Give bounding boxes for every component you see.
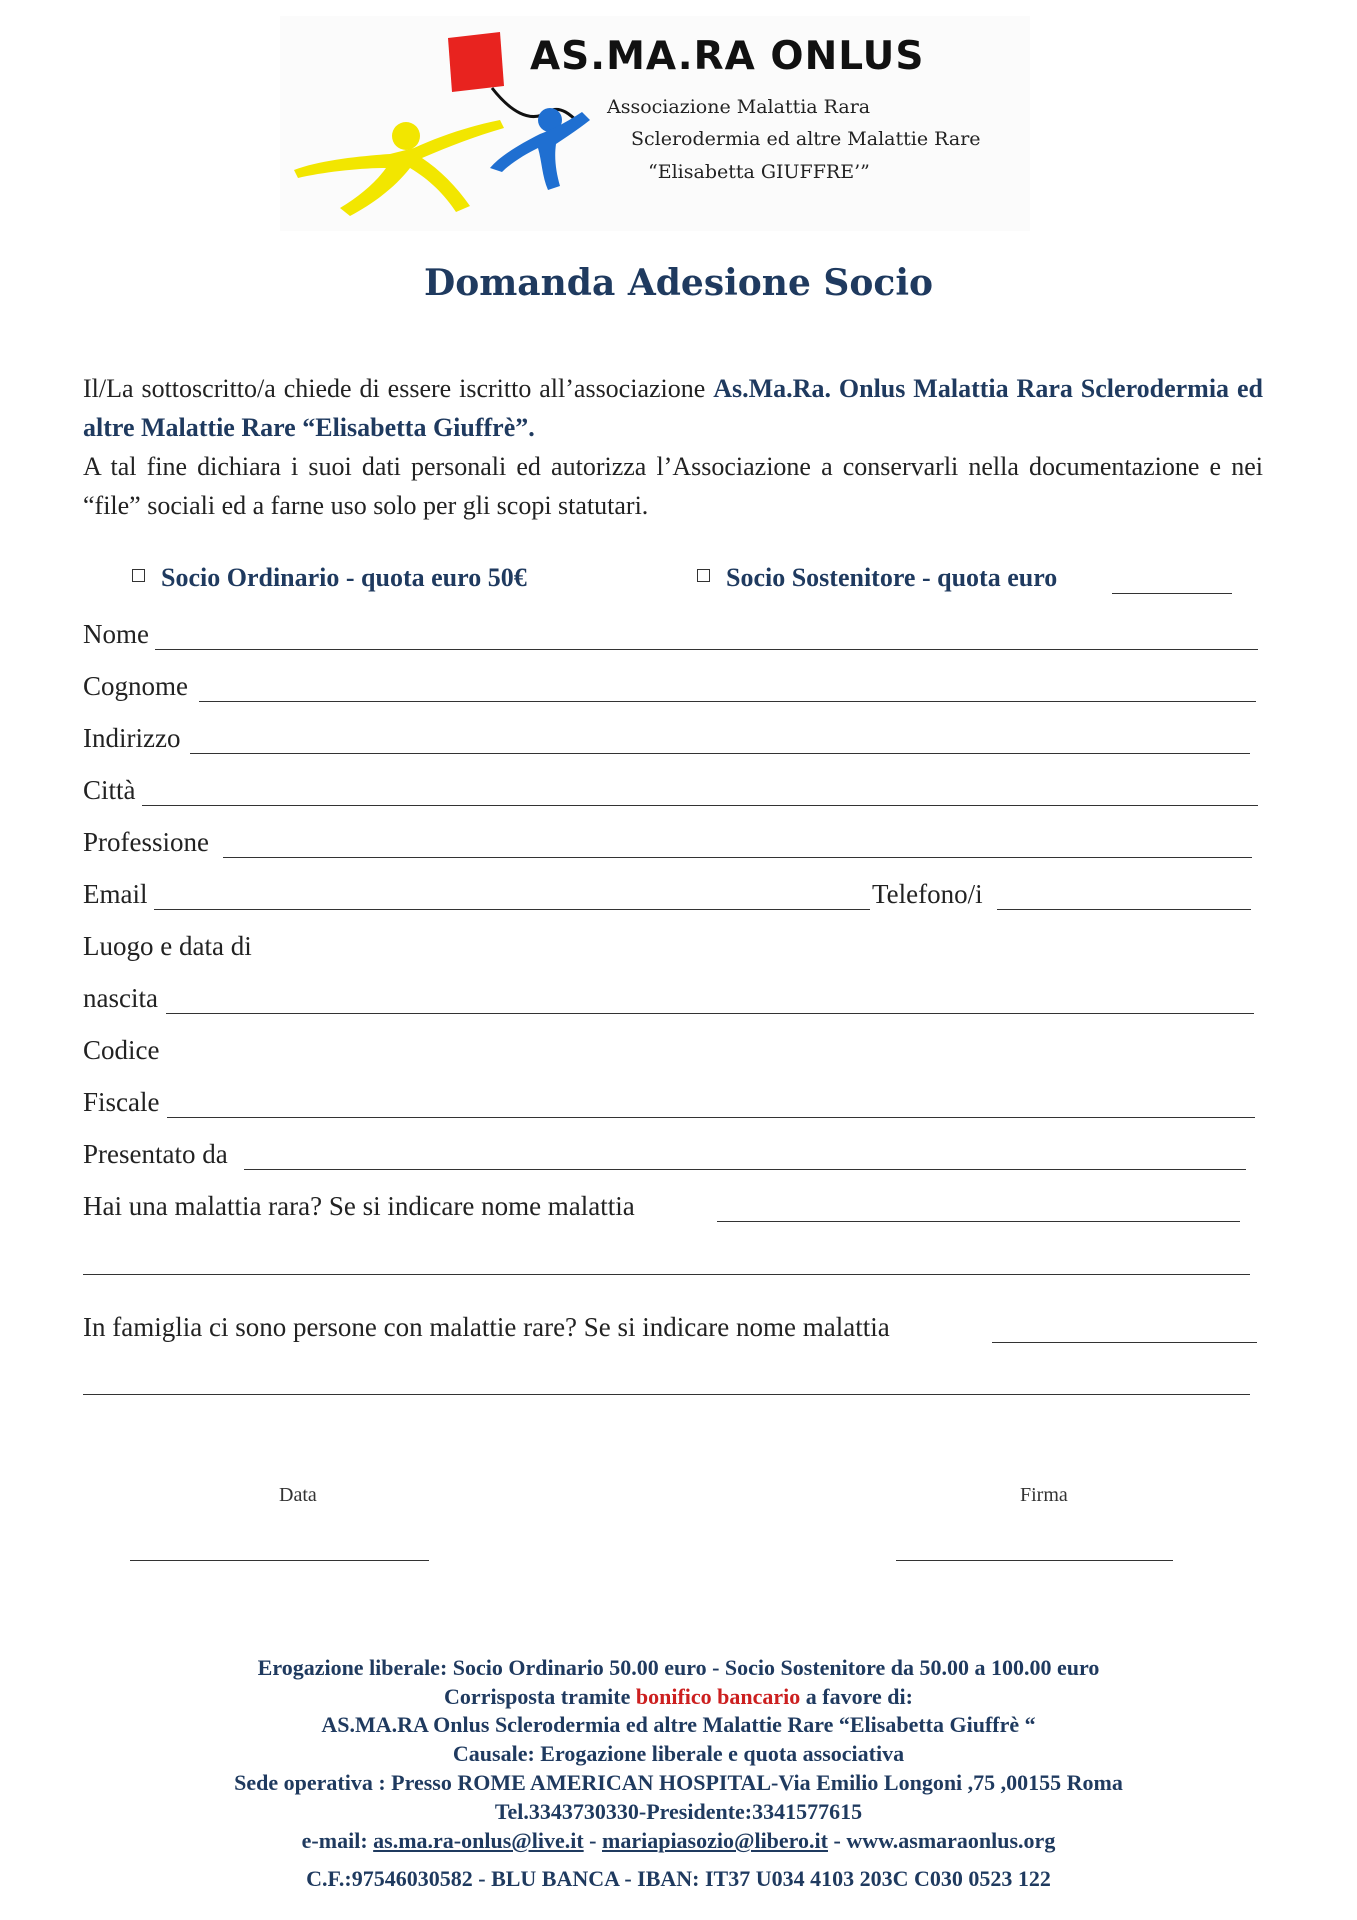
- indirizzo-field[interactable]: [190, 753, 1250, 754]
- cognome-label: Cognome: [83, 671, 188, 701]
- data-field[interactable]: [130, 1560, 429, 1561]
- association-logo: [280, 16, 1030, 231]
- famiglia-malattie-field[interactable]: [992, 1342, 1257, 1343]
- professione-label: Professione: [83, 827, 209, 857]
- famiglia-malattie-field-line2[interactable]: [83, 1394, 1250, 1395]
- footer-payment-prefix: Corrisposta tramite: [444, 1684, 636, 1709]
- citta-field[interactable]: [142, 805, 1258, 806]
- yellow-figure-head: [392, 122, 420, 150]
- footer-contacts: [0, 1828, 1357, 1854]
- presentato-da-label: Presentato da: [83, 1139, 228, 1169]
- indirizzo-label: Indirizzo: [83, 723, 181, 753]
- footer-donation-info: Erogazione liberale: Socio Ordinario 50.00 euro - Socio Sostenitore da 50.00 a 100.00 euro: [257, 1655, 1100, 1680]
- footer-sep-1: :: [360, 1828, 374, 1853]
- intro-paragraph-1: [83, 369, 1263, 447]
- codice-fiscale-label-line1: Codice: [83, 1035, 160, 1065]
- page-title: Domanda Adesione Socio: [423, 262, 934, 304]
- footer-payment-method: [0, 1684, 1357, 1710]
- nome-label: Nome: [83, 619, 149, 649]
- intro-p1-start: Il/La sottoscritto/a chiede di essere iscritto all’associazione: [83, 374, 714, 403]
- logo-title: AS.MA.RA ONLUS: [530, 34, 925, 79]
- malattia-rara-field[interactable]: [717, 1221, 1240, 1222]
- option-sostenitore-label: Socio Sostenitore - quota euro: [726, 563, 1058, 592]
- firma-field[interactable]: [896, 1560, 1173, 1561]
- email-label: Email: [83, 879, 148, 909]
- presentato-da-field[interactable]: [244, 1169, 1246, 1170]
- email-link-1[interactable]: as.ma.ra-onlus@live.it: [373, 1828, 584, 1853]
- intro-text: [83, 369, 1263, 525]
- option-ordinario-label: Socio Ordinario - quota euro 50€: [161, 563, 527, 592]
- telefono-field[interactable]: [997, 909, 1251, 910]
- footer-address: Sede operativa : Presso ROME AMERICAN HOSPITAL-Via Emilio Longoni ,75 ,00155 Roma: [234, 1770, 1123, 1795]
- luogo-nascita-label-line2: nascita: [83, 983, 158, 1013]
- luogo-nascita-field[interactable]: [166, 1013, 1254, 1014]
- logo-subtitle-1: Associazione Malattia Rara: [607, 96, 871, 118]
- footer-beneficiary: AS.MA.RA Onlus Sclerodermia ed altre Malattie Rare “Elisabetta Giuffrè “: [321, 1712, 1036, 1737]
- option-socio-ordinario[interactable]: [132, 563, 527, 593]
- footer-sep-2: -: [583, 1828, 602, 1853]
- footer-email-label: e-mail: [301, 1828, 361, 1853]
- luogo-nascita-label-line1: Luogo e data di: [83, 931, 252, 961]
- quota-sostenitore-field[interactable]: [1112, 593, 1232, 594]
- footer-payment-suffix: a favore di:: [800, 1684, 913, 1709]
- option-socio-sostenitore[interactable]: [697, 563, 1057, 593]
- professione-field[interactable]: [223, 857, 1252, 858]
- footer-telephone: Tel.3343730330-Presidente:3341577615: [494, 1799, 863, 1824]
- email-link-2[interactable]: mariapiasozio@libero.it: [602, 1828, 828, 1853]
- logo-subtitle-2: Sclerodermia ed altre Malattie Rare: [631, 128, 981, 150]
- nome-field[interactable]: [155, 649, 1258, 650]
- malattia-rara-field-line2[interactable]: [83, 1274, 1250, 1275]
- data-label: Data: [279, 1484, 317, 1506]
- intro-paragraph-2: A tal fine dichiara i suoi dati personali ed autorizza l’Associazione a conservarli nella documentazione e nei “file” sociali ed a farne uso solo per gli scopi statutari.: [83, 452, 1263, 520]
- codice-fiscale-field[interactable]: [167, 1117, 1255, 1118]
- logo-subtitle-3: “Elisabetta GIUFFRE’”: [648, 161, 870, 183]
- kite-string: [492, 88, 580, 124]
- firma-label: Firma: [1020, 1484, 1068, 1506]
- citta-label: Città: [83, 775, 136, 805]
- cognome-field[interactable]: [199, 701, 1256, 702]
- website-link[interactable]: www.asmaraonlus.org: [846, 1828, 1056, 1853]
- intro-p1-association-name: As.Ma.Ra. Onlus Malattia Rara Sclerodermia ed altre Malattie Rare “Elisabetta Giuffrè”.: [83, 374, 1263, 442]
- checkbox-ordinario[interactable]: [132, 569, 145, 582]
- codice-fiscale-label-line2: Fiscale: [83, 1087, 160, 1117]
- email-field[interactable]: [154, 909, 870, 910]
- telefono-label: Telefono/i: [872, 879, 983, 909]
- footer-bank-details: C.F.:97546030582 - BLU BANCA - IBAN: IT37 U034 4103 203C C030 0523 122: [306, 1866, 1051, 1891]
- footer-bonifico: bonifico bancario: [635, 1684, 801, 1709]
- kite-icon: [448, 32, 504, 92]
- checkbox-sostenitore[interactable]: [697, 569, 710, 582]
- footer-causale: Causale: Erogazione liberale e quota associativa: [452, 1741, 905, 1766]
- malattia-rara-label: Hai una malattia rara? Se si indicare nome malattia: [83, 1191, 635, 1221]
- footer-sep-3: -: [827, 1828, 847, 1853]
- famiglia-malattie-label: In famiglia ci sono persone con malattie rare? Se si indicare nome malattia: [83, 1312, 890, 1342]
